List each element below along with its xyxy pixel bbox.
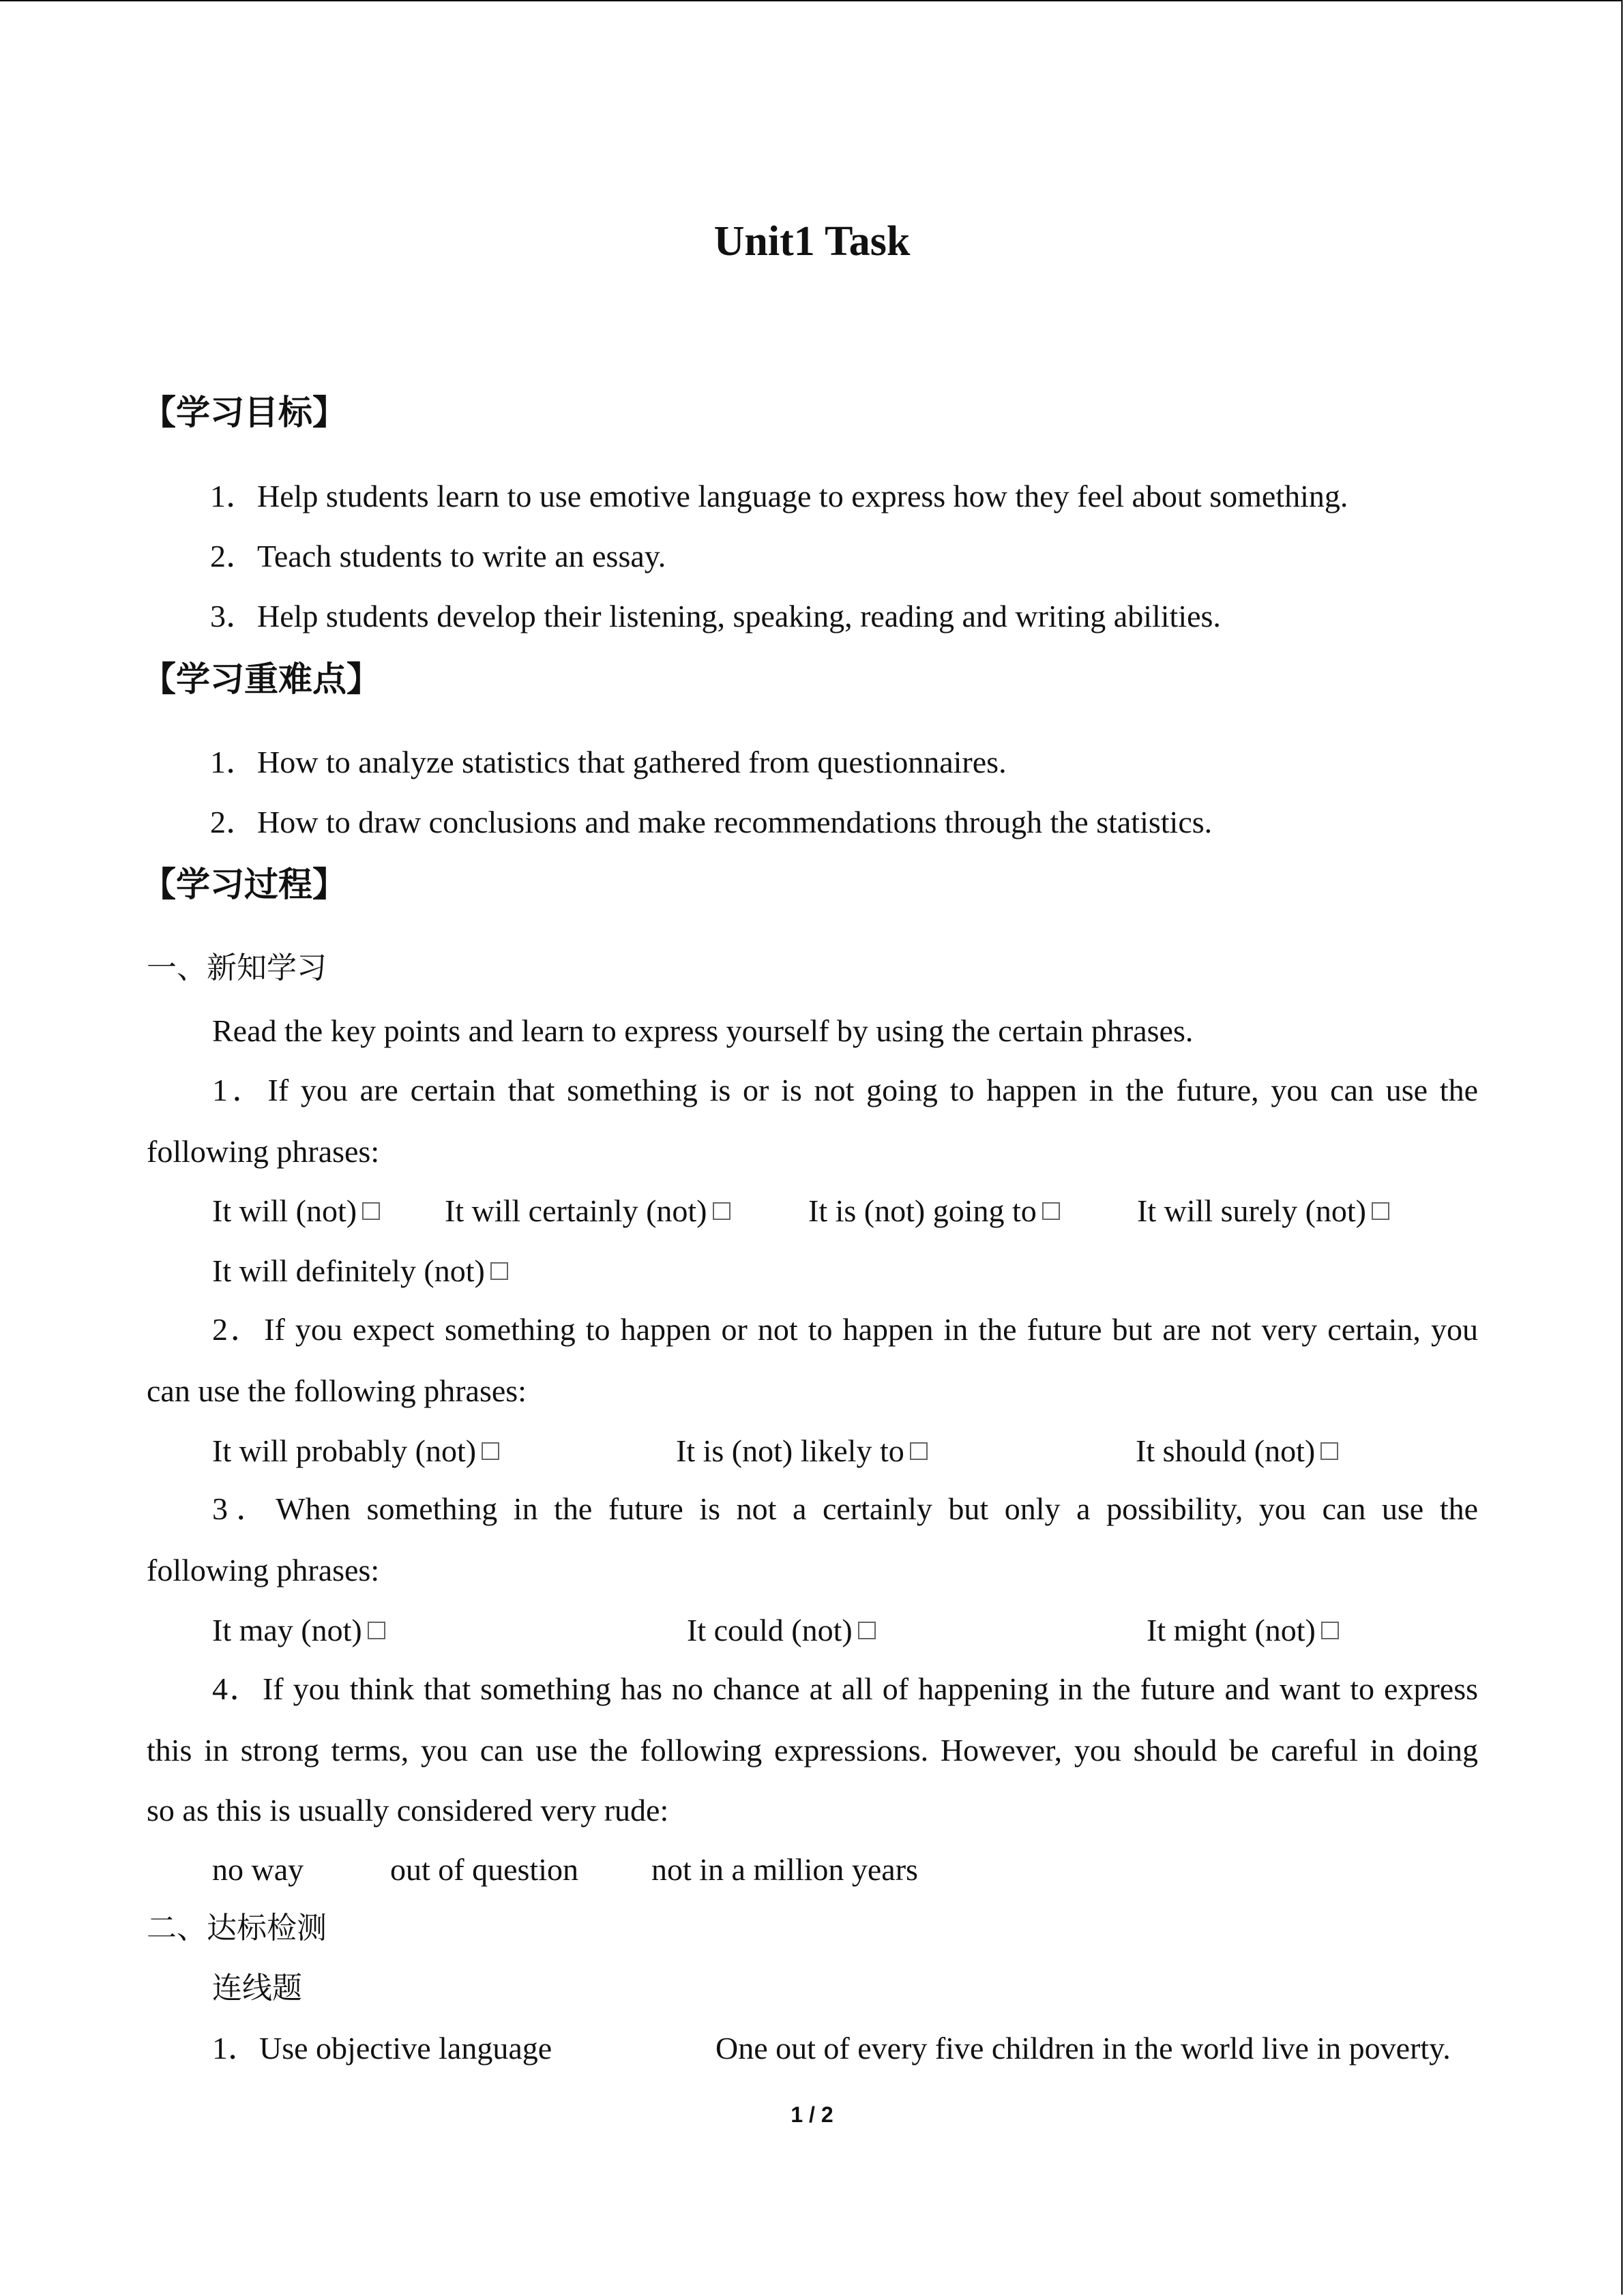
blank-box: [713, 1202, 730, 1220]
p1-phrase-3: [808, 1192, 1060, 1230]
p3-line1: 3．When something in the future is not a certainly but only a possibility, you can use the: [212, 1491, 1478, 1526]
phrase-text: It is (not) likely to: [676, 1433, 904, 1468]
p3-phrase-3: [1147, 1611, 1339, 1650]
p4-line2: this in strong terms, you can use the following expressions. However, you should be careful in doing: [147, 1733, 1478, 1768]
phrase-text: It will definitely (not): [212, 1253, 485, 1288]
blank-box: [368, 1622, 385, 1639]
p4-line1: 4．If you think that something has no chance at all of happening in the future and want to express: [212, 1671, 1478, 1706]
p3-phrase-1: [212, 1611, 385, 1650]
page-number: 1 / 2: [791, 2102, 833, 2127]
goal-item-3: 3．Help students develop their listening, speaking, reading and writing abilities.: [210, 599, 1221, 633]
p2-phrase-2: [676, 1432, 928, 1470]
q1-right: One out of every five children in the world live in poverty.: [715, 2031, 1451, 2066]
p4-phrase-3: not in a million years: [651, 1852, 918, 1887]
phrase-text: It will certainly (not): [445, 1193, 707, 1228]
p4-line3: so as this is usually considered very rude:: [147, 1793, 669, 1828]
part1-intro: Read the key points and learn to express yourself by using the certain phrases.: [212, 1013, 1194, 1048]
p1-phrase-1: [212, 1192, 380, 1230]
p2-line2: can use the following phrases:: [147, 1373, 527, 1408]
phrase-text: It might (not): [1147, 1613, 1316, 1648]
phrase-text: It will probably (not): [212, 1433, 477, 1468]
blank-box: [858, 1622, 876, 1639]
phrase-text: It is (not) going to: [808, 1193, 1037, 1228]
phrase-text: It should (not): [1136, 1433, 1316, 1468]
p4-phrase-1: no way: [212, 1852, 304, 1887]
p3-phrase-2: [687, 1611, 876, 1650]
part2-subheading: 连线题: [212, 1971, 302, 2006]
blank-box: [1042, 1202, 1060, 1220]
p1-phrase-5: [212, 1252, 508, 1290]
blank-box: [1372, 1202, 1389, 1220]
p1-phrase-2: [445, 1192, 730, 1230]
part1-heading: 一、新知学习: [147, 951, 327, 985]
phrase-text: It will (not): [212, 1193, 357, 1228]
part2-heading: 二、达标检测: [147, 1911, 327, 1945]
goals-heading: 【学习目标】: [142, 393, 346, 432]
key-point-item-2: 2．How to draw conclusions and make recommendations through the statistics.: [210, 805, 1213, 839]
q1-left: 1．Use objective language: [212, 2031, 552, 2066]
p2-phrase-1: [212, 1432, 499, 1470]
blank-box: [490, 1262, 508, 1280]
p4-phrase-2: out of question: [390, 1852, 578, 1887]
page-title: Unit1 Task: [713, 218, 911, 265]
p2-line1: 2．If you expect something to happen or not to happen in the future but are not very certain, you: [212, 1312, 1478, 1347]
key-point-item-1: 1．How to analyze statistics that gathered from questionnaires.: [210, 745, 1007, 779]
blank-box: [910, 1442, 928, 1460]
p3-line2: following phrases:: [147, 1553, 380, 1587]
phrase-text: It will surely (not): [1137, 1193, 1366, 1228]
p1-phrase-4: [1137, 1192, 1389, 1230]
p2-phrase-3: [1136, 1432, 1338, 1470]
phrase-text: It may (not): [212, 1613, 362, 1648]
blank-box: [1321, 1622, 1339, 1639]
blank-box: [1320, 1442, 1338, 1460]
blank-box: [482, 1442, 499, 1460]
p1-line2: following phrases:: [147, 1134, 380, 1169]
key-points-heading: 【学习重难点】: [142, 659, 381, 699]
phrase-text: It could (not): [687, 1613, 853, 1648]
goal-item-2: 2．Teach students to write an essay.: [210, 539, 666, 573]
goal-item-1: 1．Help students learn to use emotive language to express how they feel about something.: [210, 479, 1348, 513]
p1-line1: 1．If you are certain that something is or is not going to happen in the future, you can use the: [212, 1073, 1478, 1107]
blank-box: [362, 1202, 380, 1220]
process-heading: 【学习过程】: [142, 865, 346, 904]
